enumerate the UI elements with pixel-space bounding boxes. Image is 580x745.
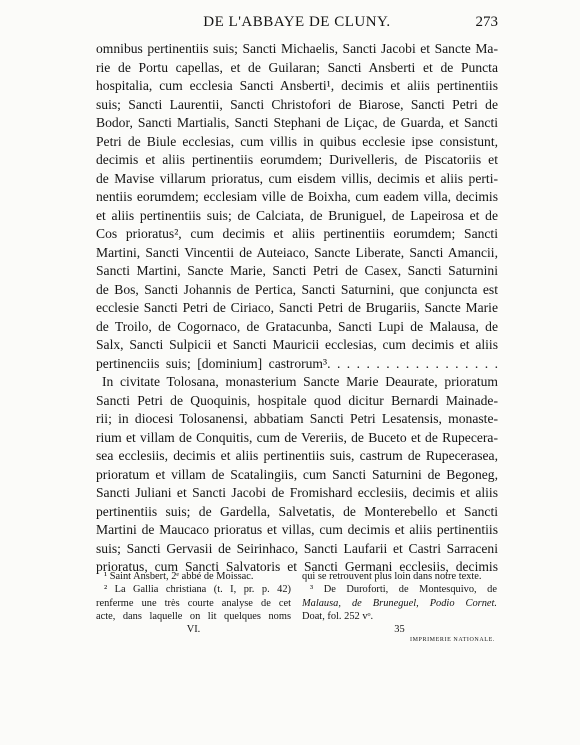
footnote-3-continued: Malausa, de Bruneguel, Podio Cornet. [302, 597, 497, 609]
footnote-1: ¹ Saint Ansbert, 2ᵉ abbé de Moissac. [104, 571, 254, 582]
footnote-3-source: Doat, fol. 252 vᵒ. [302, 610, 374, 622]
body-line: Martini de Maucaco prioratus et villas, cum decimis et aliis pertinentiis [96, 522, 498, 537]
body-line: Bodor, Sancti Martialis, Sancti Stephani de Liçac, de Guarda, et Sancti [96, 115, 498, 130]
running-title: DE L'ABBAYE DE CLUNY. [203, 14, 391, 30]
body-line: In civitate Tolosana, monasterium Sancte Marie Deaurate, prioratum [102, 374, 498, 389]
body-line: suis; Sancti Laurentii, Sancti Christofori de Biarose, Sancti Petri de [96, 96, 498, 112]
body-line: de Troilo, de Cogornaco, de Gratacunba, Sancti Lupi de Malausa, de [96, 318, 498, 334]
body-line: nentiis eorumdem; ecclesiam ville de Boixha, cum eadem villa, decimis [96, 189, 498, 204]
footnotes-right-column [302, 570, 497, 636]
body-line: Sancti Martini, Sancte Marie, Sancti Petri de Casex, Sancti Saturnini [96, 263, 498, 278]
gathering-number: 35 [394, 624, 405, 636]
body-line: decimis et aliis pertinentiis eorumdem; Durivelleris, de Piscatoriis et [96, 152, 498, 167]
body-line: de Bos, Sancti Johannis de Pertica, Sancti Saturnini, que conjuncta est [96, 281, 498, 297]
body-line: rium et villam de Conquitis, cum de Vereriis, de Buceto et de Rupecera- [96, 429, 498, 445]
body-text [96, 40, 498, 577]
page-number: 273 [475, 14, 498, 30]
body-line: suis; Sancti Gervasii de Seirinhaco, Sancti Laufarii et Castri Sarraceni [96, 540, 498, 556]
body-line: sea ecclesiis, decimis et aliis pertinentiis suis, castrum de Rupecerasea, [96, 448, 498, 463]
footnote-2-continued: qui se retrouvent plus loin dans notre texte. [302, 571, 482, 582]
body-line: omnibus pertinentiis suis; Sancti Michaelis, Sancti Jacobi et Sancte Ma- [96, 41, 498, 56]
footnote-3: ³ De Duroforti, de Montesquivo, de [310, 584, 497, 596]
body-line: Martini, Sancti Vincentii de Auteiaco, Sancte Liberate, Sancti Amancii, [96, 244, 498, 260]
body-line: et aliis pertinentiis suis; de Calciata, de Bruniguel, de Lapeirosa et de [96, 207, 498, 223]
body-line: rii; in diocesi Tolosanensi, abbatiam Sancti Petri Lesatensis, monaste- [96, 411, 498, 426]
printer-imprint: IMPRIMERIE NATIONALE. [410, 637, 495, 643]
page-header [96, 14, 498, 34]
body-line: pertinenciis suis; [dominium] castrorum³. . . . . . . . . . . . . . . . . . [96, 355, 498, 371]
footnotes-left-column [96, 570, 291, 636]
body-line: Petri de Biule ecclesias, cum villis in quibus ecclesie ipse consistunt, [96, 133, 498, 149]
body-line: prioratus, cum Sancti Salvatoris et Sancti Germani ecclesiis, decimis [96, 559, 498, 574]
body-line: ecclesie Sancti Petri de Ciriaco, Sancti Petri de Brugariis, Sancte Marie [96, 300, 498, 315]
footnote-2: ² La Gallia christiana (t. I, pr. p. 42) [104, 584, 291, 596]
footnote-2-continued: acte, dans laquelle on lit quelques noms [96, 610, 291, 622]
body-line: prioratum et villam de Scatalingiis, cum Sancti Saturnini de Begoneg, [96, 466, 498, 482]
body-line: Cos prioratus², cum decimis et aliis pertinentiis eorumdem; Sancti [96, 226, 498, 241]
signature-mark: VI. [186, 624, 201, 636]
body-line: Sancti Petri de Quoquinis, hospitale quod dicitur Bernardi Mainade- [96, 392, 498, 408]
body-line: Sancti Juliani et Sancti Jacobi de Fromishard ecclesiis, decimis et aliis [96, 485, 498, 500]
body-line: Salx, Sancti Sulpicii et Sancti Mauricii ecclesias, cum decimis et aliis [96, 337, 498, 352]
body-line: pertinentiis suis; de Gardella, Salvetatis, de Monterebello et Sancti [96, 503, 498, 519]
body-line: de Mavise villarum prioratus, cum eisdem villis, decimis et aliis perti- [96, 170, 498, 186]
footnote-2-continued: renferme une très courte analyse de cet [96, 597, 291, 609]
body-line: hospitalia, cum ecclesia Sancti Ansberti¹, decimis et aliis pertinentiis [96, 78, 498, 93]
body-line: rie de Portu capellas, et de Guilaran; Sancti Ansberti et de Puncta [96, 59, 498, 75]
